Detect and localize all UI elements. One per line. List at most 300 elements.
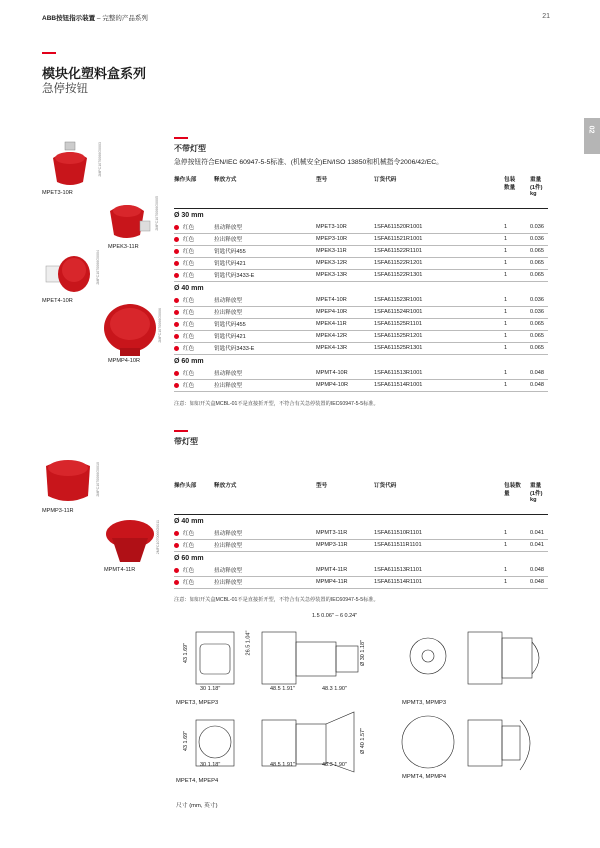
table-cell bbox=[530, 257, 548, 269]
page-subtitle: 急停按钮 bbox=[42, 83, 88, 95]
cell-text: 1SFA611525R1301 bbox=[374, 345, 423, 351]
cell-text: 1 bbox=[504, 345, 508, 351]
table-cell bbox=[530, 368, 548, 380]
cell-text: 1 bbox=[504, 260, 508, 266]
cell-text: 红色 bbox=[183, 543, 195, 549]
table-cell bbox=[374, 318, 504, 330]
col-release: 释放方式 bbox=[214, 177, 237, 183]
col-head: 操作头部 bbox=[174, 483, 197, 489]
table-row bbox=[174, 342, 548, 354]
cell-text: 扭动释放型 bbox=[214, 568, 242, 574]
product-code-2: 2MFC1070066G0005 bbox=[155, 196, 159, 231]
cell-text: 0.065 bbox=[530, 248, 544, 254]
table-cell bbox=[214, 330, 316, 342]
cell-text: MPEP3-10R bbox=[316, 236, 348, 242]
table-cell bbox=[214, 565, 316, 577]
cell-text: 红色 bbox=[183, 310, 195, 316]
cell-text: 1SFA611525R1201 bbox=[374, 333, 423, 339]
accent-bar bbox=[42, 52, 56, 54]
color-dot-icon bbox=[174, 237, 179, 242]
drawing-label-4: MPMT4, MPMP4 bbox=[402, 774, 447, 780]
table-row bbox=[174, 269, 548, 281]
table-group-row bbox=[174, 551, 548, 565]
cell-text: MPEK3-12R bbox=[316, 260, 348, 266]
cell-text: MPMT4-10R bbox=[316, 370, 348, 376]
product-code-1: 2MFC1070066G0003 bbox=[98, 142, 102, 177]
table-cell bbox=[214, 342, 316, 354]
table-cell bbox=[504, 295, 530, 307]
cell-text: 0.065 bbox=[530, 321, 544, 327]
cell-text: MPMP4-11R bbox=[316, 579, 348, 585]
table-cell bbox=[374, 295, 504, 307]
cell-text: 1 bbox=[504, 333, 508, 339]
table-row bbox=[174, 528, 548, 540]
color-dot-icon bbox=[174, 273, 179, 278]
spec-table-1 bbox=[174, 174, 548, 392]
cell-text: 红色 bbox=[183, 322, 195, 328]
table-cell bbox=[530, 565, 548, 577]
table-cell bbox=[504, 306, 530, 318]
product-label-mpet3: MPET3-10R bbox=[42, 190, 73, 196]
header-title bbox=[42, 13, 148, 22]
cell-text: 0.065 bbox=[530, 333, 544, 339]
product-image-mpmp3 bbox=[42, 456, 94, 506]
table-cell bbox=[214, 576, 316, 588]
col-weight: 重量 (1件) kg bbox=[530, 177, 543, 197]
table-cell bbox=[530, 269, 548, 281]
cell-text: 扭动释放型 bbox=[214, 531, 242, 537]
product-code-6: 2MFC1070066G0011 bbox=[156, 520, 160, 555]
product-image-mpet3 bbox=[45, 140, 95, 190]
color-dot-icon bbox=[174, 334, 179, 339]
table-cell bbox=[214, 539, 316, 551]
section-tab-label: 02 bbox=[587, 125, 595, 134]
cell-text: 1 bbox=[504, 236, 508, 242]
table-row bbox=[174, 539, 548, 551]
cell-text: 红色 bbox=[183, 249, 195, 255]
table-cell bbox=[316, 245, 374, 257]
group-label: Ø 60 mm bbox=[174, 554, 204, 562]
page-number: 21 bbox=[542, 13, 550, 20]
table-cell bbox=[316, 528, 374, 540]
table-cell bbox=[316, 379, 374, 391]
cell-text: MPEK3-13R bbox=[316, 272, 348, 278]
cell-text: 1SFA611521R1001 bbox=[374, 236, 423, 242]
section2-title: 带灯型 bbox=[174, 437, 198, 446]
cell-text: 钥匙代码421 bbox=[214, 261, 246, 267]
cell-text: 钥匙代码455 bbox=[214, 322, 246, 328]
color-dot-icon bbox=[174, 371, 179, 376]
table-row bbox=[174, 565, 548, 577]
cell-text: MPMT3-11R bbox=[316, 530, 348, 536]
cell-text: 红色 bbox=[183, 371, 195, 377]
group-label: Ø 30 mm bbox=[174, 211, 204, 219]
col-release: 释放方式 bbox=[214, 483, 237, 489]
cell-text: 1SFA611522R1201 bbox=[374, 260, 423, 266]
cell-text: 红色 bbox=[183, 346, 195, 352]
cell-text: 1SFA611522R1301 bbox=[374, 272, 423, 278]
table-cell bbox=[374, 269, 504, 281]
table-cell bbox=[530, 245, 548, 257]
cell-text: 1 bbox=[504, 309, 508, 315]
cell-text: 0.048 bbox=[530, 567, 544, 573]
table-cell bbox=[374, 379, 504, 391]
cell-text: 扭动释放型 bbox=[214, 225, 242, 231]
section2-accent bbox=[174, 430, 188, 432]
cell-text: 0.036 bbox=[530, 297, 544, 303]
cell-text: 红色 bbox=[183, 531, 195, 537]
cell-text: MPEK4-11R bbox=[316, 321, 347, 327]
cell-text: 红色 bbox=[183, 383, 195, 389]
table-cell bbox=[504, 318, 530, 330]
cell-text: 1SFA611522R1101 bbox=[374, 248, 422, 254]
cell-text: 红色 bbox=[183, 334, 195, 340]
product-image-mpet4 bbox=[42, 248, 94, 296]
table-cell bbox=[174, 245, 214, 257]
table-cell bbox=[174, 295, 214, 307]
product-label-mpmp4: MPMP4-10R bbox=[108, 358, 141, 364]
table-row bbox=[174, 295, 548, 307]
cell-text: MPMP3-11R bbox=[316, 542, 348, 548]
table-row bbox=[174, 368, 548, 380]
table-cell bbox=[530, 222, 548, 234]
table-cell bbox=[214, 257, 316, 269]
product-code-3: 2MFC1070066G0004 bbox=[96, 250, 100, 285]
product-label-mpek3: MPEK3-11R bbox=[108, 244, 139, 250]
table-group-row bbox=[174, 514, 548, 528]
cell-text: 扭动释放型 bbox=[214, 371, 242, 377]
table-cell bbox=[214, 306, 316, 318]
cell-text: 1 bbox=[504, 567, 508, 573]
cell-text: 红色 bbox=[183, 298, 195, 304]
cell-text: MPMP4-10R bbox=[316, 382, 349, 388]
table-cell bbox=[530, 306, 548, 318]
cell-text: MPEP4-10R bbox=[316, 309, 348, 315]
cell-text: 钥匙代码3433-E bbox=[214, 273, 255, 279]
cell-text: 红色 bbox=[183, 568, 195, 574]
cell-text: 1 bbox=[504, 272, 508, 278]
section1-accent bbox=[174, 137, 188, 139]
cell-text: MPET3-10R bbox=[316, 224, 347, 230]
table-row bbox=[174, 257, 548, 269]
table-cell bbox=[374, 330, 504, 342]
table-cell bbox=[504, 257, 530, 269]
table-cell bbox=[504, 222, 530, 234]
color-dot-icon bbox=[174, 531, 179, 536]
cell-text: 红色 bbox=[183, 580, 195, 586]
table-cell bbox=[174, 318, 214, 330]
color-dot-icon bbox=[174, 346, 179, 351]
cell-text: 红色 bbox=[183, 225, 195, 231]
drawing-label-3: MPET4, MPEP4 bbox=[176, 778, 219, 784]
cell-text: 1SFA611520R1001 bbox=[374, 224, 423, 230]
table-cell bbox=[214, 318, 316, 330]
table-cell bbox=[174, 342, 214, 354]
page-title: 模块化塑料盒系列 bbox=[42, 66, 147, 81]
col-pack: 包装 数量 bbox=[504, 177, 516, 191]
table-cell bbox=[214, 528, 316, 540]
col-model: 型号 bbox=[316, 177, 328, 183]
table-cell bbox=[316, 233, 374, 245]
table-row bbox=[174, 576, 548, 588]
dim-height-2: 43 1.69" bbox=[183, 730, 190, 752]
table-cell bbox=[530, 318, 548, 330]
color-dot-icon bbox=[174, 543, 179, 548]
cell-text: 红色 bbox=[183, 237, 195, 243]
dim-depth2-2: 48.3 1.90" bbox=[322, 762, 347, 768]
cell-text: 红色 bbox=[183, 261, 195, 267]
cell-text: 1SFA611525R1101 bbox=[374, 321, 422, 327]
table-row bbox=[174, 245, 548, 257]
cell-text: 钥匙代码455 bbox=[214, 249, 246, 255]
color-dot-icon bbox=[174, 568, 179, 573]
table-cell bbox=[214, 368, 316, 380]
cell-text: 拉出释放型 bbox=[214, 237, 242, 243]
cell-text: 1 bbox=[504, 382, 508, 388]
dim-width: 30 1.18" bbox=[200, 686, 221, 692]
table-cell bbox=[504, 565, 530, 577]
dim-inner: 26.5 1.04" bbox=[245, 630, 252, 656]
table-cell bbox=[174, 330, 214, 342]
table-cell bbox=[316, 269, 374, 281]
cell-text: 1 bbox=[504, 530, 508, 536]
table-cell bbox=[174, 539, 214, 551]
table-group-row bbox=[174, 208, 548, 222]
col-pack: 包装数 量 bbox=[504, 483, 521, 497]
table-cell bbox=[504, 245, 530, 257]
cell-text: 钥匙代码3433-E bbox=[214, 346, 255, 352]
table-cell bbox=[316, 565, 374, 577]
col-order: 订货代码 bbox=[374, 483, 397, 489]
cell-text: 0.036 bbox=[530, 224, 544, 230]
dim-dia40: Ø 40 1.57" bbox=[360, 727, 367, 755]
dim-depth1-2: 48.5 1.91" bbox=[270, 762, 295, 768]
table-cell bbox=[174, 233, 214, 245]
table-cell bbox=[174, 306, 214, 318]
color-dot-icon bbox=[174, 261, 179, 266]
section1-desc: 急停按钮符合EN/IEC 60947-5-5标准、(机械安全)EN/ISO 13850和机械指令2006/42/EC。 bbox=[174, 159, 443, 166]
cell-text: MPMT4-11R bbox=[316, 567, 348, 573]
cell-text: 1 bbox=[504, 248, 508, 254]
table-row bbox=[174, 318, 548, 330]
table-cell bbox=[174, 528, 214, 540]
section2-note: 注意：如如开关盒MCBL-01不是直接折开型，不符合有关急停装置的IEC60947-5-5标准。 bbox=[174, 597, 379, 603]
table-cell bbox=[530, 342, 548, 354]
table-cell bbox=[504, 539, 530, 551]
table-cell bbox=[374, 565, 504, 577]
table-cell bbox=[174, 565, 214, 577]
table-cell bbox=[374, 306, 504, 318]
table-cell bbox=[530, 539, 548, 551]
cell-text: 0.036 bbox=[530, 309, 544, 315]
cell-text: 1SFA611514R1101 bbox=[374, 579, 422, 585]
section1-title: 不带灯型 bbox=[174, 144, 206, 153]
table-cell bbox=[530, 330, 548, 342]
table-group-row bbox=[174, 354, 548, 368]
section-tab bbox=[584, 118, 600, 154]
table-cell bbox=[214, 233, 316, 245]
cell-text: 扭动释放型 bbox=[214, 298, 242, 304]
cell-text: 1SFA611514R1001 bbox=[374, 382, 423, 388]
cell-text: 0.048 bbox=[530, 370, 544, 376]
table-cell bbox=[174, 222, 214, 234]
color-dot-icon bbox=[174, 580, 179, 585]
table-cell bbox=[316, 342, 374, 354]
table-row bbox=[174, 306, 548, 318]
cell-text: 1SFA611523R1001 bbox=[374, 297, 423, 303]
table-cell bbox=[214, 379, 316, 391]
cell-text: 1 bbox=[504, 297, 508, 303]
dim-height: 43 1.69" bbox=[183, 642, 190, 664]
table-group-row bbox=[174, 281, 548, 295]
table-cell bbox=[504, 330, 530, 342]
table-cell bbox=[316, 576, 374, 588]
table-cell bbox=[174, 576, 214, 588]
cell-text: 0.065 bbox=[530, 272, 544, 278]
product-label-mpmt4: MPMT4-11R bbox=[104, 567, 136, 573]
header-sub: 完整的产品系列 bbox=[102, 15, 148, 22]
table-cell bbox=[316, 368, 374, 380]
table-cell bbox=[174, 269, 214, 281]
table-cell bbox=[374, 257, 504, 269]
table-cell bbox=[530, 528, 548, 540]
table-cell bbox=[174, 257, 214, 269]
cell-text: 0.036 bbox=[530, 236, 544, 242]
color-dot-icon bbox=[174, 322, 179, 327]
dim-depth1: 48.5 1.91" bbox=[270, 686, 295, 692]
cell-text: 0.065 bbox=[530, 345, 544, 351]
cell-text: MPEK4-13R bbox=[316, 345, 348, 351]
table-cell bbox=[504, 269, 530, 281]
table-cell bbox=[316, 306, 374, 318]
table-cell bbox=[374, 368, 504, 380]
dim-dia30: Ø 30 1.18" bbox=[360, 639, 367, 667]
table-cell bbox=[530, 379, 548, 391]
cell-text: 0.048 bbox=[530, 382, 544, 388]
table-cell bbox=[374, 576, 504, 588]
table-cell bbox=[374, 528, 504, 540]
table-cell bbox=[374, 233, 504, 245]
table-cell bbox=[316, 318, 374, 330]
cell-text: MPEK3-11R bbox=[316, 248, 347, 254]
table-cell bbox=[316, 222, 374, 234]
units-note: 尺寸 (mm, 英寸) bbox=[176, 803, 218, 809]
product-image-mpmt4 bbox=[104, 514, 156, 566]
table-row bbox=[174, 379, 548, 391]
product-image-mpek3 bbox=[104, 195, 152, 243]
table-cell bbox=[174, 368, 214, 380]
spec-table-2 bbox=[174, 480, 548, 589]
group-label: Ø 40 mm bbox=[174, 517, 204, 525]
table-cell bbox=[504, 342, 530, 354]
cell-text: 1SFA611510R1101 bbox=[374, 530, 422, 536]
group-label: Ø 40 mm bbox=[174, 284, 204, 292]
dim-range: 1.5 0.06" – 6 0.24" bbox=[312, 613, 358, 619]
cell-text: 1 bbox=[504, 224, 508, 230]
product-label-mpmp3: MPMP3-11R bbox=[42, 508, 74, 514]
dimension-drawings bbox=[168, 612, 558, 788]
group-label: Ø 60 mm bbox=[174, 357, 204, 365]
color-dot-icon bbox=[174, 225, 179, 230]
table-row bbox=[174, 330, 548, 342]
drawing-label-2: MPMT3, MPMP3 bbox=[402, 700, 447, 706]
col-weight: 重量 (1件) kg bbox=[530, 483, 543, 503]
table-cell bbox=[174, 379, 214, 391]
cell-text: 0.041 bbox=[530, 542, 544, 548]
color-dot-icon bbox=[174, 383, 179, 388]
cell-text: 0.041 bbox=[530, 530, 544, 536]
color-dot-icon bbox=[174, 298, 179, 303]
color-dot-icon bbox=[174, 249, 179, 254]
product-image-mpmp4 bbox=[102, 302, 158, 358]
table-cell bbox=[374, 342, 504, 354]
table-cell bbox=[316, 330, 374, 342]
product-code-5: 2MFC1070066G0010 bbox=[96, 462, 100, 497]
table-cell bbox=[374, 539, 504, 551]
cell-text: 1SFA611513R1001 bbox=[374, 370, 423, 376]
dim-depth2: 48.3 1.90" bbox=[322, 686, 347, 692]
table-cell bbox=[504, 528, 530, 540]
table-row bbox=[174, 233, 548, 245]
product-code-4: 2MFC1070066G0006 bbox=[158, 308, 162, 343]
cell-text: 1 bbox=[504, 321, 508, 327]
cell-text: 0.048 bbox=[530, 579, 544, 585]
table-cell bbox=[214, 222, 316, 234]
color-dot-icon bbox=[174, 310, 179, 315]
cell-text: 1SFA611513R1101 bbox=[374, 567, 422, 573]
cell-text: 1 bbox=[504, 579, 508, 585]
cell-text: MPET4-10R bbox=[316, 297, 347, 303]
cell-text: 1SFA611511R1101 bbox=[374, 542, 422, 548]
table-cell bbox=[214, 295, 316, 307]
table-cell bbox=[504, 576, 530, 588]
table-cell bbox=[504, 233, 530, 245]
table-cell bbox=[530, 233, 548, 245]
product-label-mpet4: MPET4-10R bbox=[42, 298, 73, 304]
table-cell bbox=[316, 539, 374, 551]
cell-text: 拉出释放型 bbox=[214, 543, 242, 549]
table-cell bbox=[530, 576, 548, 588]
table-cell bbox=[504, 379, 530, 391]
drawing-label-1: MPET3, MPEP3 bbox=[176, 700, 219, 706]
cell-text: 拉出释放型 bbox=[214, 580, 242, 586]
header-brand: ABB按钮指示装置 bbox=[42, 15, 96, 22]
cell-text: 1SFA611524R1001 bbox=[374, 309, 423, 315]
section1-note: 注意：如如开关盒MCBL-01不是直接折开型，不符合有关急停装置的IEC60947-5-5标准。 bbox=[174, 401, 379, 407]
table-cell bbox=[316, 295, 374, 307]
table-cell bbox=[214, 269, 316, 281]
table-cell bbox=[530, 295, 548, 307]
table-row bbox=[174, 222, 548, 234]
col-order: 订货代码 bbox=[374, 177, 397, 183]
table-cell bbox=[504, 368, 530, 380]
table-cell bbox=[374, 245, 504, 257]
table-cell bbox=[374, 222, 504, 234]
cell-text: 1 bbox=[504, 542, 508, 548]
cell-text: 红色 bbox=[183, 273, 195, 279]
cell-text: 拉出释放型 bbox=[214, 310, 242, 316]
cell-text: MPEK4-12R bbox=[316, 333, 348, 339]
col-model: 型号 bbox=[316, 483, 328, 489]
dim-width-2: 30 1.18" bbox=[200, 762, 221, 768]
cell-text: 拉出释放型 bbox=[214, 383, 242, 389]
cell-text: 1 bbox=[504, 370, 508, 376]
header-sep: – bbox=[95, 15, 103, 22]
table-cell bbox=[214, 245, 316, 257]
table-cell bbox=[316, 257, 374, 269]
cell-text: 0.065 bbox=[530, 260, 544, 266]
cell-text: 钥匙代码421 bbox=[214, 334, 246, 340]
